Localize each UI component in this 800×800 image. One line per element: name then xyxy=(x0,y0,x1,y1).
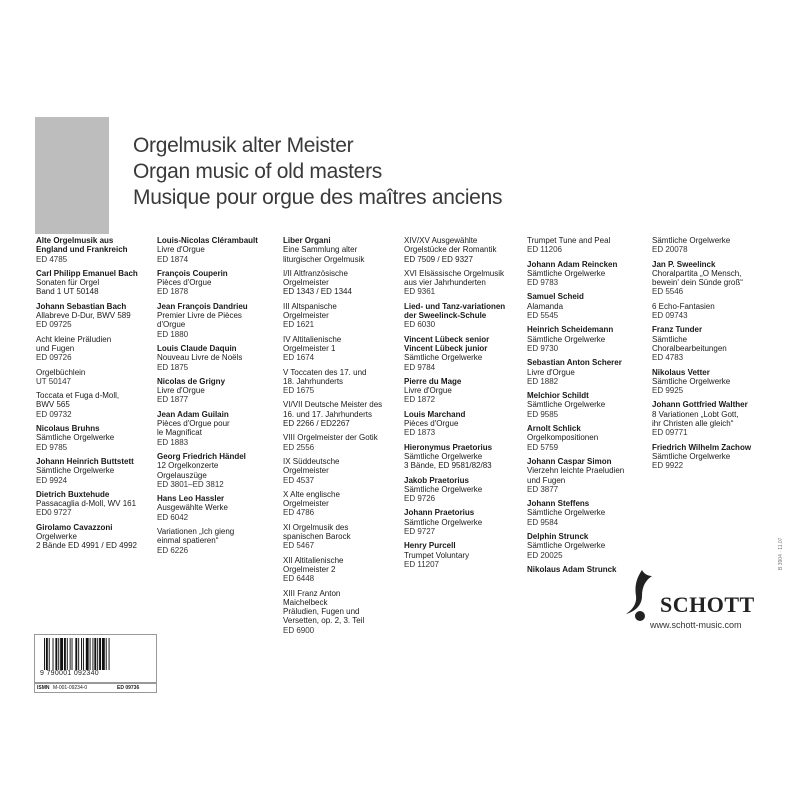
work-title: XVI Elsässische Orgelmusik xyxy=(404,268,505,278)
catalog-entry xyxy=(157,269,265,297)
work-title: Pièces d'Orgue xyxy=(157,278,212,288)
barcode-bar xyxy=(90,638,91,670)
catalog-entry xyxy=(157,236,265,264)
composer-name: Johann Steffens xyxy=(527,499,590,509)
barcode-bar xyxy=(46,638,48,670)
edition-number: ED 4537 xyxy=(283,475,315,485)
work-title: Variationen „Ich gieng xyxy=(157,527,235,537)
catalog-entry xyxy=(527,391,637,419)
work-title: Orgelmeister 2 xyxy=(283,564,336,574)
catalog-entry xyxy=(404,302,512,330)
barcode-bar xyxy=(94,638,96,670)
catalog-entry xyxy=(157,452,265,489)
edition-number: ED 9361 xyxy=(404,287,436,297)
work-title: 18. Jahrhunderts xyxy=(283,376,344,386)
title-english: Organ music of old masters xyxy=(133,160,382,183)
work-title: liturgischer Orgelmusik xyxy=(283,254,365,264)
work-title: Pièces d'Orgue xyxy=(404,419,459,429)
work-title: III Altspanische xyxy=(283,301,337,311)
catalog-entry xyxy=(652,368,777,396)
work-title: Alamanda xyxy=(527,301,564,311)
edition-number: ED 20025 xyxy=(527,550,563,560)
edition-number: ED 1880 xyxy=(157,329,189,339)
barcode-icon xyxy=(44,638,144,670)
work-title: Allabreve D-Dur, BWV 589 xyxy=(36,311,131,321)
barcode-bar xyxy=(102,638,105,670)
title-german: Orgelmusik alter Meister xyxy=(133,134,354,157)
barcode-bar xyxy=(49,638,50,670)
work-title: Sämtliche Orgelwerke xyxy=(527,334,606,344)
catalog-entry xyxy=(283,302,393,330)
catalog-entry xyxy=(36,424,146,452)
edition-number: ED 9925 xyxy=(652,386,684,396)
catalog-entry xyxy=(36,490,146,518)
barcode-bar xyxy=(44,638,45,670)
ismn-strip xyxy=(34,683,157,693)
edition-number: ED 5545 xyxy=(527,311,559,321)
catalog-column-3 xyxy=(283,236,393,640)
edition-number: ED 4785 xyxy=(36,254,68,264)
work-title: 6 Echo-Fantasien xyxy=(652,301,715,311)
edition-number: ED 5467 xyxy=(283,541,315,551)
composer-name: Louis Marchand xyxy=(404,409,466,419)
catalog-entry xyxy=(157,377,265,405)
work-title: spanischen Barock xyxy=(283,532,351,542)
composer-name: Louis Claude Daquin xyxy=(157,343,237,353)
work-title: BWV 565 xyxy=(36,400,70,410)
ismn-label: ISMN xyxy=(37,685,50,691)
catalog-entry xyxy=(404,410,512,438)
catalog-entry xyxy=(527,358,637,386)
catalog-entry xyxy=(404,443,512,471)
work-title: Choralpartita „O Mensch, xyxy=(652,268,742,278)
edition-number: ED 1621 xyxy=(283,320,315,330)
catalog-entry xyxy=(652,400,777,437)
work-title: 3 Bände, ED 9581/82/83 xyxy=(404,461,492,471)
catalog-entry xyxy=(283,400,393,428)
barcode-bar xyxy=(86,638,89,670)
work-title: Choralbearbeitungen xyxy=(652,343,727,353)
work-title: Sämtliche Orgelwerke xyxy=(527,508,606,518)
work-title: Sämtliche Orgelwerke xyxy=(404,451,483,461)
composer-name: Johann Adam Reincken xyxy=(527,259,618,269)
barcode-bar xyxy=(53,638,54,670)
work-title: Pièces d'Orgue pour xyxy=(157,419,230,429)
work-title: Sämtliche xyxy=(652,334,688,344)
composer-name: Delphin Strunck xyxy=(527,532,589,542)
edition-number: ED 1882 xyxy=(527,376,559,386)
catalog-entry xyxy=(404,236,512,264)
work-title: Maichelbeck xyxy=(283,597,328,607)
work-title: VIII Orgelmeister der Gotik xyxy=(283,433,378,443)
work-title: einmal spatieren“ xyxy=(157,536,219,546)
composer-name: Alte Orgelmusik aus England und Frankreich xyxy=(36,236,128,255)
catalog-entry xyxy=(527,532,637,560)
edition-number: ED 5759 xyxy=(527,442,559,452)
work-title: IV Altitalienische xyxy=(283,334,342,344)
catalog-entry xyxy=(283,335,393,363)
work-title: 16. und 17. Jahrhunderts xyxy=(283,409,372,419)
composer-name: Lied- und Tanz-variationen der Sweelinck-Schule xyxy=(404,301,506,321)
barcode-bar xyxy=(97,638,98,670)
composer-name: Franz Tunder xyxy=(652,325,703,335)
catalog-entry xyxy=(527,457,637,494)
catalog-entry xyxy=(527,565,637,574)
composer-name: Johann Heinrich Buttstett xyxy=(36,456,134,466)
work-title: Orgelmeister xyxy=(283,311,329,321)
composer-name: Girolamo Cavazzoni xyxy=(36,522,113,532)
composer-name: Hieronymus Praetorius xyxy=(404,442,493,452)
work-title: Orgelstücke der Romantik xyxy=(404,245,497,255)
catalog-entry xyxy=(527,236,637,255)
catalog-entry xyxy=(652,325,777,362)
work-title: ED 1343 / ED 1344 xyxy=(283,287,352,297)
work-title: Trumpet Voluntary xyxy=(404,550,470,560)
publisher-url: www.schott-music.com xyxy=(650,620,742,630)
composer-name: Jean François Dandrieu xyxy=(157,301,248,311)
catalog-entry xyxy=(652,443,777,471)
catalog-column-2 xyxy=(157,236,265,560)
edition-number: ED 6042 xyxy=(157,512,189,522)
edition-number: ED 1674 xyxy=(283,353,315,363)
barcode-bar xyxy=(106,638,107,670)
work-title: Passacaglia d-Moll, WV 161 xyxy=(36,499,137,509)
catalog-column-5 xyxy=(527,236,637,579)
composer-name: Jean Adam Guilain xyxy=(157,409,229,419)
edition-number: ED 9730 xyxy=(527,343,559,353)
work-title: Livre d'Orgue xyxy=(157,386,205,396)
composer-name: François Couperin xyxy=(157,268,228,278)
barcode-bar xyxy=(70,638,71,670)
work-title: Sämtliche Orgelwerke xyxy=(36,433,115,443)
barcode-bar xyxy=(58,638,59,670)
work-title: IX Süddeutsche xyxy=(283,456,340,466)
composer-name: Dietrich Buxtehude xyxy=(36,489,110,499)
composer-name: Jakob Praetorius xyxy=(404,475,469,485)
catalog-column-1 xyxy=(36,236,146,556)
composer-name: Johann Praetorius xyxy=(404,508,475,518)
edition-number: ED 6448 xyxy=(283,574,315,584)
composer-name: Henry Purcell xyxy=(404,541,456,551)
catalog-entry xyxy=(36,523,146,551)
catalog-entry xyxy=(157,344,265,372)
edition-number: ED 1878 xyxy=(157,287,189,297)
composer-name: Heinrich Scheidemann xyxy=(527,325,614,335)
barcode-bar xyxy=(67,638,68,670)
barcode-bar xyxy=(83,638,84,670)
work-title: ED 2266 / ED2267 xyxy=(283,419,350,429)
barcode-bar xyxy=(92,638,93,670)
work-title: Orgelmeister xyxy=(283,499,329,509)
catalog-column-6 xyxy=(652,236,777,476)
edition-number: ED 09732 xyxy=(36,409,72,419)
catalog-entry xyxy=(527,325,637,353)
work-title: Sämtliche Orgelwerke xyxy=(527,268,606,278)
composer-name: Nikolaus Vetter xyxy=(652,367,710,377)
work-title: Trumpet Tune and Peal xyxy=(527,236,611,245)
composer-name: Arnolt Schlick xyxy=(527,424,581,434)
work-title: aus vier Jahrhunderten xyxy=(404,278,486,288)
work-title: XI Orgelmusik des xyxy=(283,522,349,532)
edition-number: ED 09725 xyxy=(36,320,72,330)
work-title: X Alte englische xyxy=(283,489,340,499)
composer-name: Louis-Nicolas Clérambault xyxy=(157,236,258,245)
edition-number: ED 1875 xyxy=(157,362,189,372)
catalog-entry xyxy=(36,335,146,363)
barcode-bar xyxy=(99,638,101,670)
title-french: Musique pour orgue des maîtres anciens xyxy=(133,186,503,209)
work-title: Orgelbüchlein xyxy=(36,367,86,377)
composer-name: Johann Caspar Simon xyxy=(527,456,612,466)
work-title: Orgelkompositionen xyxy=(527,433,599,443)
work-title: Sämtliche Orgelwerke xyxy=(527,400,606,410)
work-title: d'Orgue xyxy=(157,320,186,330)
work-title: Ausgewählte Werke xyxy=(157,503,228,513)
catalog-entry xyxy=(36,457,146,485)
catalog-entry xyxy=(283,589,393,635)
catalog-entry xyxy=(36,302,146,330)
catalog-entry xyxy=(404,269,512,297)
barcode-bar xyxy=(72,638,73,670)
work-title: Acht kleine Präludien xyxy=(36,334,112,344)
work-title: Orgelmeister 1 xyxy=(283,343,336,353)
composer-name: Carl Philipp Emanuel Bach xyxy=(36,268,138,278)
work-title: Orgelauszüge xyxy=(157,470,207,480)
catalog-entry xyxy=(36,391,146,419)
work-title: XII Altitalienische xyxy=(283,555,344,565)
work-title: Livre d'Orgue xyxy=(157,245,205,255)
work-title: Premier Livre de Pièces xyxy=(157,311,242,321)
edition-number: ED 9783 xyxy=(527,278,559,288)
work-title: Sämtliche Orgelwerke xyxy=(527,541,606,551)
composer-name: Jan P. Sweelinck xyxy=(652,259,716,269)
composer-name: Samuel Scheid xyxy=(527,292,584,302)
work-title: Sämtliche Orgelwerke xyxy=(404,517,483,527)
work-title: ihr Christen alle gleich“ xyxy=(652,419,734,429)
catalog-entry xyxy=(404,377,512,405)
work-title: Sämtliche Orgelwerke xyxy=(652,376,731,386)
composer-name: Nicolaus Bruhns xyxy=(36,424,100,434)
composer-name: Melchior Schildt xyxy=(527,391,589,401)
catalog-entry xyxy=(36,236,146,264)
work-title: XIII Franz Anton xyxy=(283,588,341,598)
composer-name: Hans Leo Hassler xyxy=(157,494,225,504)
work-title: I/II Altfranzösische xyxy=(283,268,348,278)
work-title: Nouveau Livre de Noëls xyxy=(157,353,243,363)
work-title: Sämtliche Orgelwerke xyxy=(404,484,483,494)
edition-number: ED 6226 xyxy=(157,545,189,555)
edition-number: ED 9924 xyxy=(36,475,68,485)
ed-number: ED 09736 xyxy=(117,685,140,691)
catalog-entry xyxy=(652,260,777,297)
barcode-bar xyxy=(81,638,82,670)
catalog-entry xyxy=(283,433,393,452)
work-title: Sämtliche Orgelwerke xyxy=(36,466,115,476)
work-title: 2 Bände ED 4991 / ED 4992 xyxy=(36,541,137,551)
work-title: 8 Variationen „Lobt Gott, xyxy=(652,409,739,419)
work-title: Sämtliche Orgelwerke xyxy=(404,353,483,363)
work-title: XIV/XV Ausgewählte xyxy=(404,236,478,245)
work-title: Sonaten für Orgel xyxy=(36,278,100,288)
barcode-number: 9 790001 092340 xyxy=(40,670,99,677)
catalog-entry xyxy=(404,508,512,536)
edition-number: ED 6030 xyxy=(404,320,436,330)
work-title: Sämtliche Orgelwerke xyxy=(652,451,731,461)
catalog-entry xyxy=(404,541,512,569)
work-title: VI/VII Deutsche Meister des xyxy=(283,400,383,410)
edition-number: ED 3877 xyxy=(527,484,559,494)
catalog-entry xyxy=(404,335,512,372)
edition-number: ED0 9727 xyxy=(36,508,72,518)
catalog-entry xyxy=(527,499,637,527)
barcode-bar xyxy=(75,638,77,670)
edition-number: ED 5546 xyxy=(652,287,684,297)
edition-number: ED 9584 xyxy=(527,517,559,527)
work-title: 12 Orgelkonzerte xyxy=(157,461,219,471)
edition-number: ED 1874 xyxy=(157,254,189,264)
work-title: ED 7509 / ED 9327 xyxy=(404,254,473,264)
edition-number: ED 9922 xyxy=(652,461,684,471)
edition-number: ED 6900 xyxy=(283,625,315,635)
catalog-entry xyxy=(652,302,777,321)
edition-number: ED 1675 xyxy=(283,386,315,396)
edition-number: ED 11206 xyxy=(527,245,562,255)
composer-name: Friedrich Wilhelm Zachow xyxy=(652,442,752,452)
composer-name: Pierre du Mage xyxy=(404,376,462,386)
edition-number: ED 9785 xyxy=(36,442,68,452)
barcode-bar xyxy=(60,638,63,670)
catalog-entry xyxy=(283,490,393,518)
edition-number: ED 20078 xyxy=(652,245,688,255)
catalog-entry xyxy=(157,302,265,339)
catalog-entry xyxy=(527,424,637,452)
composer-name: Johann Sebastian Bach xyxy=(36,301,127,311)
edition-number: ED 9784 xyxy=(404,362,436,372)
catalog-entry xyxy=(283,368,393,396)
catalog-entry xyxy=(157,494,265,522)
edition-number: ED 4786 xyxy=(283,508,315,518)
barcode-bar xyxy=(109,638,110,670)
barcode-bar xyxy=(55,638,57,670)
ismn-number: M-001-09234-0 xyxy=(53,685,88,691)
work-title: bewein' dein Sünde groß“ xyxy=(652,278,743,288)
work-title: V Toccaten des 17. und xyxy=(283,367,367,377)
work-title: Band 1 UT 50148 xyxy=(36,287,99,297)
catalog-entry xyxy=(283,457,393,485)
composer-name: Nicolas de Grigny xyxy=(157,376,226,386)
work-title: Präludien, Fugen und xyxy=(283,607,360,617)
barcode-bar xyxy=(78,638,79,670)
catalog-entry xyxy=(404,476,512,504)
work-title: Eine Sammlung alter xyxy=(283,245,358,255)
catalog-column-4 xyxy=(404,236,512,574)
composer-name: Nikolaus Adam Strunck xyxy=(527,564,617,574)
catalog-entry xyxy=(527,292,637,320)
catalog-entry xyxy=(283,523,393,551)
edition-number: ED 3801–ED 3812 xyxy=(157,479,224,489)
catalog-entry xyxy=(36,269,146,297)
catalog-entry xyxy=(36,368,146,387)
work-title: Sämtliche Orgelwerke xyxy=(652,236,731,245)
edition-number: ED 2556 xyxy=(283,442,315,452)
title-block xyxy=(133,133,502,211)
work-title: Livre d'Orgue xyxy=(404,386,452,396)
edition-number: ED 4783 xyxy=(652,353,684,363)
edition-number: ED 09771 xyxy=(652,428,688,438)
edition-number: ED 9726 xyxy=(404,494,436,504)
edition-number: ED 09743 xyxy=(652,311,688,321)
edition-number: ED 1883 xyxy=(157,437,189,447)
catalog-entry xyxy=(527,260,637,288)
catalog-entry xyxy=(652,236,777,255)
edition-number: ED 11207 xyxy=(404,559,439,569)
composer-name: Vincent Lübeck senior Vincent Lübeck junior xyxy=(404,334,490,353)
composer-name: Georg Friedrich Händel xyxy=(157,451,246,461)
work-title: Orgelwerke xyxy=(36,532,77,542)
composer-name: Liber Organi xyxy=(283,236,331,245)
catalog-entry xyxy=(283,269,393,297)
composer-name: Sebastian Anton Scherer xyxy=(527,358,622,368)
catalog-entry xyxy=(157,410,265,447)
edition-number: ED 09726 xyxy=(36,353,72,363)
edition-number: ED 1873 xyxy=(404,428,436,438)
edition-number: ED 9585 xyxy=(527,409,559,419)
catalog-entry xyxy=(283,236,393,264)
work-title: Versetten, op. 2, 3. Teil xyxy=(283,616,365,626)
publisher-name: SCHOTT xyxy=(660,592,755,617)
work-title: Vierzehn leichte Praeludien xyxy=(527,466,625,476)
edition-number: UT 50147 xyxy=(36,376,71,386)
work-title: und Fugen xyxy=(527,475,566,485)
side-code: B 3904 · 11.07 xyxy=(778,537,784,570)
work-title: und Fugen xyxy=(36,343,75,353)
work-title: Orgelmeister xyxy=(283,466,329,476)
barcode-bar xyxy=(64,638,66,670)
catalog-entry xyxy=(283,556,393,584)
edition-number: ED 9727 xyxy=(404,527,436,537)
work-title: Livre d'Orgue xyxy=(527,367,575,377)
edition-number: ED 1877 xyxy=(157,395,189,405)
gray-color-block xyxy=(35,117,109,234)
work-title: Toccata et Fuga d-Moll, xyxy=(36,391,120,401)
catalog-entry xyxy=(157,527,265,555)
edition-number: ED 1872 xyxy=(404,395,436,405)
work-title: Orgelmeister xyxy=(283,278,329,288)
composer-name: Johann Gottfried Walther xyxy=(652,400,748,410)
work-title: le Magnificat xyxy=(157,428,202,438)
